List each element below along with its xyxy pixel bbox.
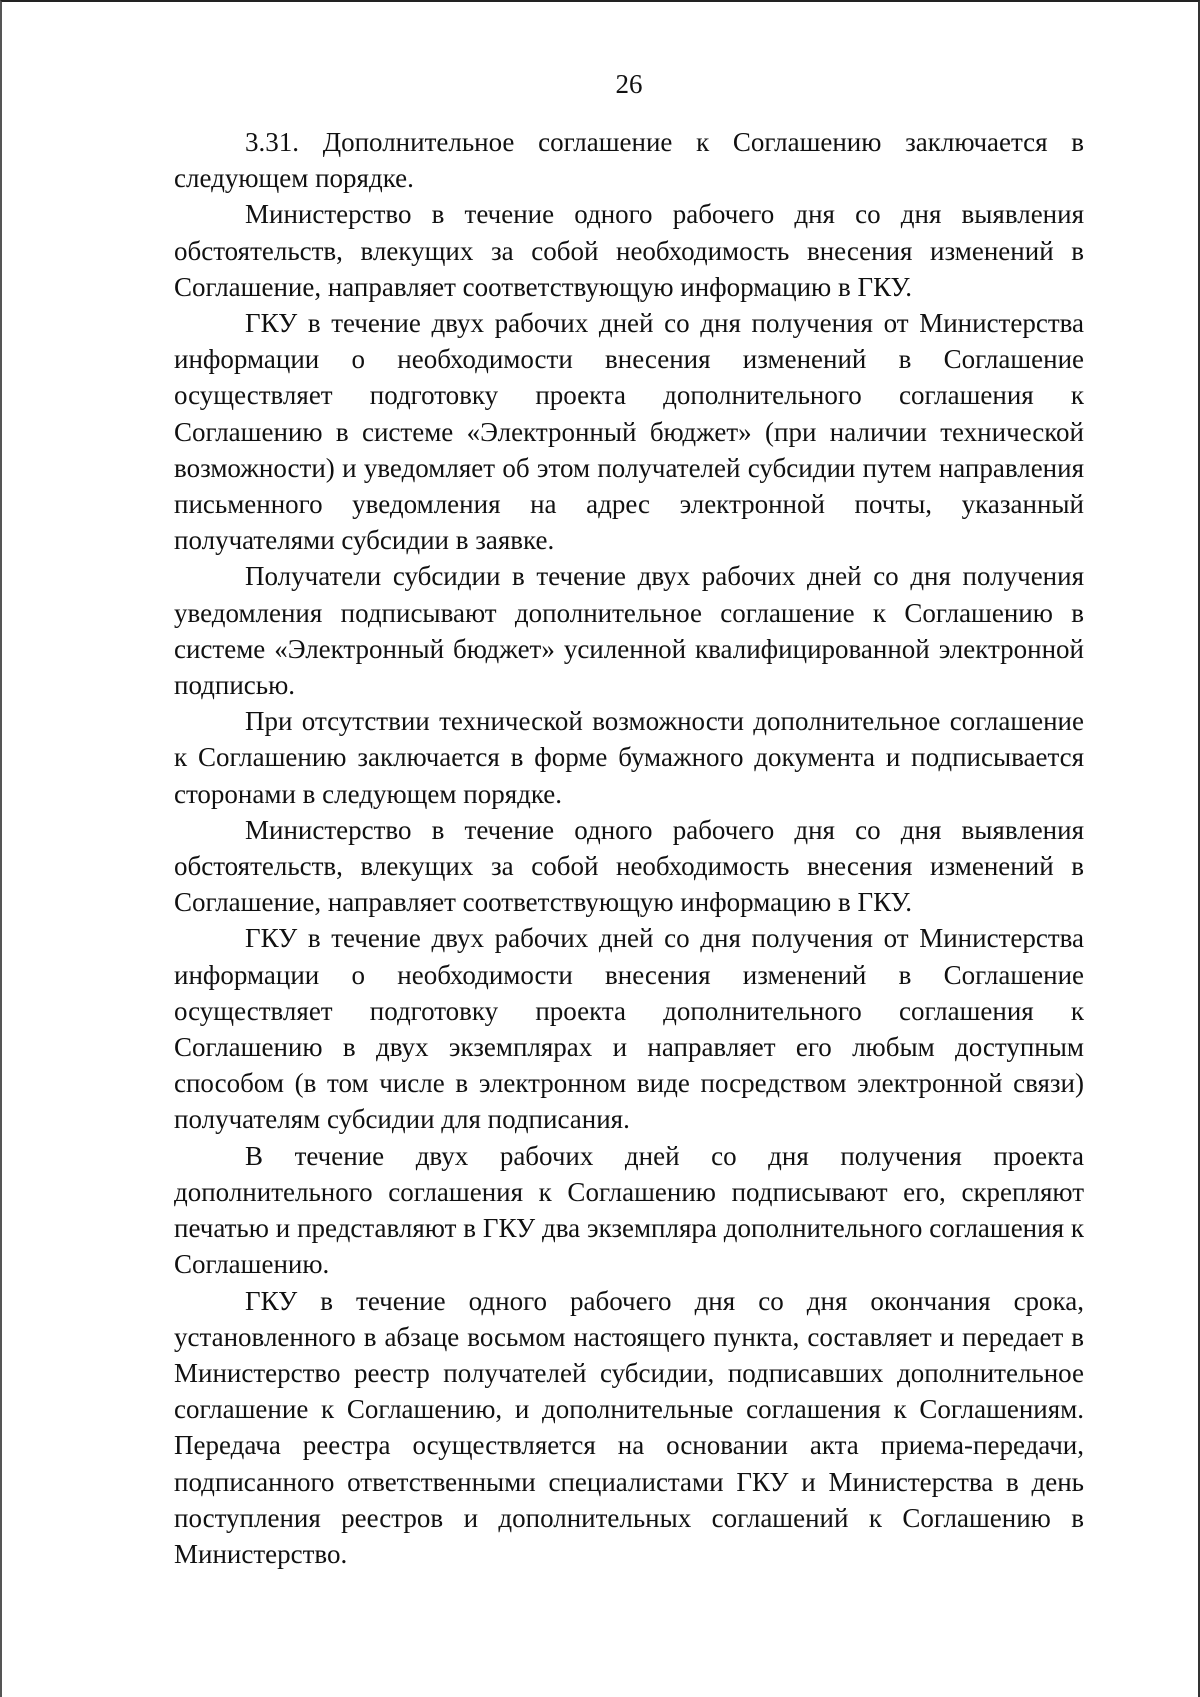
page-number: 26 — [615, 69, 643, 99]
paragraph-recipients-sign-electronic: Получатели субсидии в течение двух рабочих дней со дня получения уведомления подписывают дополнительное соглашение к Соглашению в системе «Электронный бюджет» усиленной квалифицированной электронной подписью. — [174, 561, 1084, 701]
paragraph-recipients-sign-paper: В течение двух рабочих дней со дня получения проекта дополнительного соглашения к Соглашению подписывают его, скрепляют печатью и представляют в ГКУ два экземпляра дополнительного соглашения к Соглашению. — [174, 1140, 1084, 1280]
paragraph-gku-registry-transfer: ГКУ в течение одного рабочего дня со дня окончания срока, установленного в абзаце восьмом настоящего пункта, составляет и передает в Министерство реестр получателей субсидии, подписавших дополнительное соглашение к Соглашению, и дополнительные соглашения к Соглашениям. Передача реестра осуществляется на основании акта приема-передачи, подписанного ответственными специалистами ГКУ и Министерства в день поступления реестров и дополнительных соглашений к Соглашению в Министерство. — [174, 1285, 1084, 1569]
paragraph-gku-paper-draft: ГКУ в течение двух рабочих дней со дня получения от Министерства информации о необходимости внесения изменений в Соглашение осуществляет подготовку проекта дополнительного соглашения к Соглашению в двух экземплярах и направляет его любым доступным способом (в том числе в электронном виде посредством электронной связи) получателям субсидии для подписания. — [174, 923, 1084, 1135]
paragraph-ministry-notice-paper: Министерство в течение одного рабочего дня со дня выявления обстоятельств, влекущих за собой необходимость внесения изменений в Соглашение, направляет соответствующую информацию в ГКУ. — [174, 814, 1084, 918]
document-body — [174, 124, 1084, 1572]
paragraph-gku-electronic-draft: ГКУ в течение двух рабочих дней со дня получения от Министерства информации о необходимости внесения изменений в Соглашение осуществляет подготовку проекта дополнительного соглашения к Соглашению в системе «Электронный бюджет» (при наличии технической возможности) и уведомляет об этом получателей субсидии путем направления письменного уведомления на адрес электронной почты, указанный получателями субсидии в заявке. — [174, 308, 1084, 556]
paragraph-3-31-intro: 3.31. Дополнительное соглашение к Соглашению заключается в следующем порядке. — [174, 127, 1084, 194]
paragraph-ministry-notice: Министерство в течение одного рабочего дня со дня выявления обстоятельств, влекущих за собой необходимость внесения изменений в Соглашение, направляет соответствующую информацию в ГКУ. — [174, 199, 1084, 302]
paragraph-paper-form: При отсутствии технической возможности дополнительное соглашение к Соглашению заключается в форме бумажного документа и подписывается сторонами в следующем порядке. — [174, 706, 1084, 809]
